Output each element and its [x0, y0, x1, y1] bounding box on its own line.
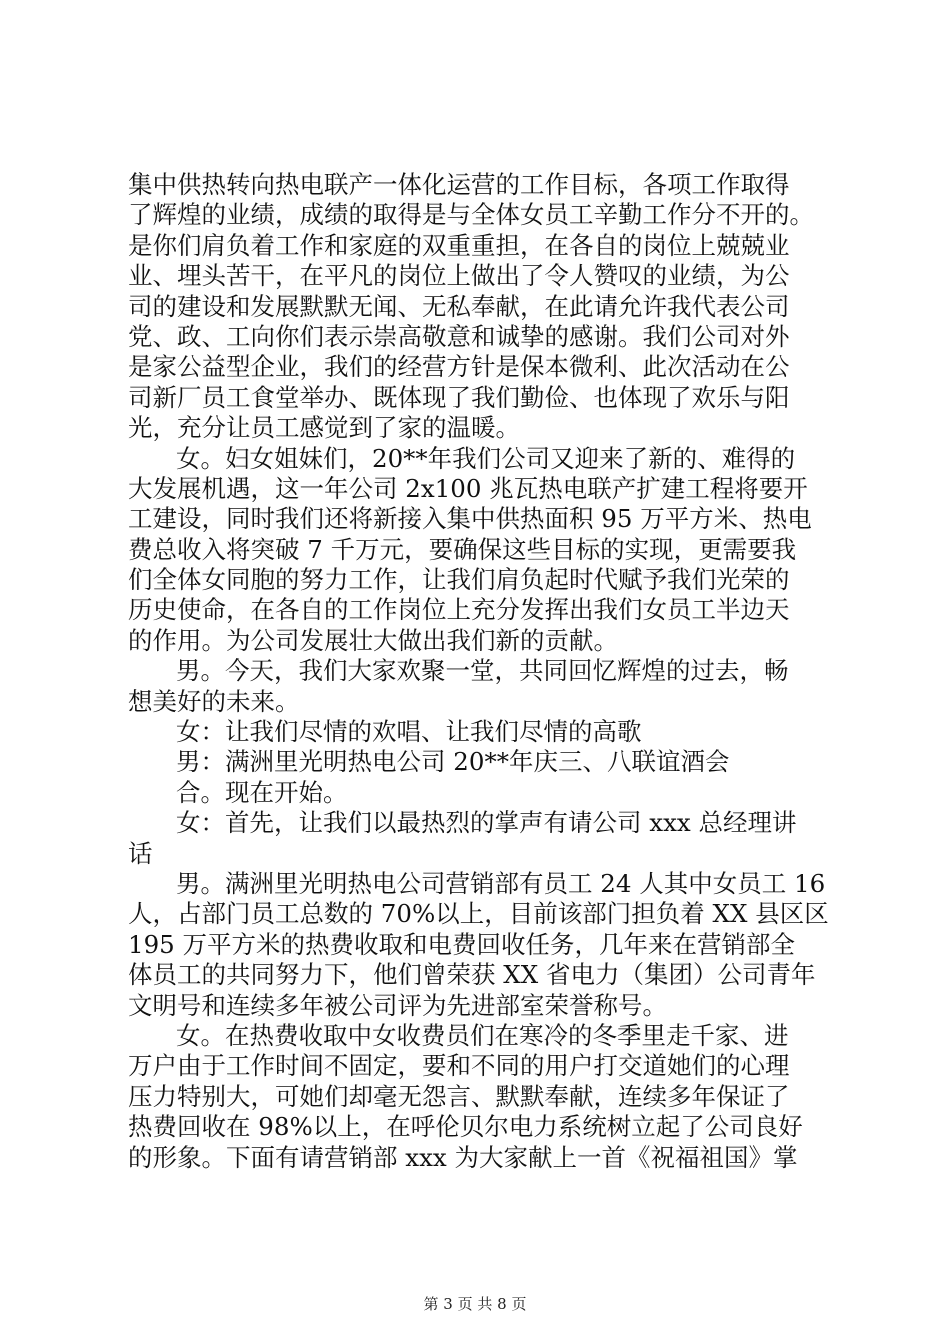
- text-line: [0, 292, 950, 322]
- line-text: 历史使命，在各自的工作岗位上充分发挥出我们女员工半边天: [128, 595, 790, 625]
- paragraph-first-line: [0, 869, 950, 899]
- line-text: 体员工的共同努力下，他们曾荣获 XX 省电力（集团）公司青年: [128, 960, 816, 990]
- line-text: 人，占部门员工总数的 70%以上，目前该部门担负着 XX 县区区: [128, 899, 829, 929]
- text-line: [0, 474, 950, 504]
- line-text: 党、政、工向你们表示崇高敬意和诚挚的感谢。我们公司对外: [128, 321, 790, 351]
- line-text: 女：首先，让我们以最热烈的掌声有请公司 xxx 总经理讲: [176, 808, 797, 838]
- line-text: 费总收入将突破 7 千万元，要确保这些目标的实现，更需要我: [128, 534, 797, 564]
- line-text: 女。妇女姐妹们，20**年我们公司又迎来了新的、难得的: [176, 443, 796, 473]
- line-text: 司新厂员工食堂举办、既体现了我们勤俭、也体现了欢乐与阳: [128, 382, 790, 412]
- line-text: 的形象。下面有请营销部 xxx 为大家献上一首《祝福祖国》掌: [128, 1142, 798, 1172]
- line-text: 了辉煌的业绩，成绩的取得是与全体女员工辛勤工作分不开的。: [128, 200, 814, 230]
- text-line: [0, 991, 950, 1021]
- text-line: [0, 960, 950, 990]
- paragraph-first-line: [0, 717, 950, 747]
- line-text: 工建设，同时我们还将新接入集中供热面积 95 万平方米、热电: [128, 504, 812, 534]
- text-line: [0, 1112, 950, 1142]
- text-line: [0, 352, 950, 382]
- line-text: 女：让我们尽情的欢唱、让我们尽情的高歌: [176, 717, 642, 747]
- line-text: 业、埋头苦干，在平凡的岗位上做出了令人赞叹的业绩，为公: [128, 261, 790, 291]
- line-text: 文明号和连续多年被公司评为先进部室荣誉称号。: [128, 990, 667, 1020]
- line-text: 合。现在开始。: [176, 777, 348, 807]
- text-line: [0, 1082, 950, 1112]
- line-text: 话: [128, 838, 153, 868]
- line-text: 女。在热费收取中女收费员们在寒冷的冬季里走千家、进: [176, 1020, 789, 1050]
- line-text: 集中供热转向热电联产一体化运营的工作目标，各项工作取得: [128, 170, 790, 199]
- text-line: [0, 200, 950, 230]
- paragraph-first-line: [0, 656, 950, 686]
- line-text: 想美好的未来。: [128, 686, 300, 716]
- text-line: [0, 170, 950, 200]
- text-line: [0, 687, 950, 717]
- paragraph-first-line: [0, 1021, 950, 1051]
- text-line: [0, 231, 950, 261]
- paragraph-first-line: [0, 778, 950, 808]
- line-text: 光，充分让员工感觉到了家的温暖。: [128, 413, 520, 443]
- text-line: [0, 1143, 950, 1173]
- text-line: [0, 899, 950, 929]
- text-line: [0, 535, 950, 565]
- line-text: 男：满洲里光明热电公司 20**年庆三、八联谊酒会: [176, 747, 730, 777]
- text-line: [0, 383, 950, 413]
- line-text: 大发展机遇，这一年公司 2x100 兆瓦热电联产扩建工程将要开: [128, 473, 808, 503]
- line-text: 压力特别大，可她们却毫无怨言、默默奉献，连续多年保证了: [128, 1081, 790, 1111]
- line-text: 是你们肩负着工作和家庭的双重重担，在各自的岗位上兢兢业: [128, 230, 790, 260]
- text-line: [0, 930, 950, 960]
- document-body: [0, 170, 950, 1173]
- line-text: 195 万平方米的热费收取和电费回收任务，几年来在营销部全: [128, 929, 796, 959]
- page-number: 第 3 页 共 8 页: [423, 1295, 527, 1313]
- text-line: [0, 839, 950, 869]
- line-text: 热费回收在 98%以上，在呼伦贝尔电力系统树立起了公司良好: [128, 1112, 803, 1142]
- line-text: 的作用。为公司发展壮大做出我们新的贡献。: [128, 625, 618, 655]
- text-line: [0, 626, 950, 656]
- paragraph-first-line: [0, 444, 950, 474]
- text-line: [0, 504, 950, 534]
- text-line: [0, 1051, 950, 1081]
- page-footer: [0, 1294, 950, 1314]
- paragraph-first-line: [0, 808, 950, 838]
- line-text: 男。满洲里光明热电公司营销部有员工 24 人其中女员工 16: [176, 868, 826, 898]
- paragraph-first-line: [0, 747, 950, 777]
- line-text: 是家公益型企业，我们的经营方针是保本微利、此次活动在公: [128, 352, 790, 382]
- text-line: [0, 595, 950, 625]
- text-line: [0, 565, 950, 595]
- text-line: [0, 413, 950, 443]
- line-text: 们全体女同胞的努力工作，让我们肩负起时代赋予我们光荣的: [128, 565, 790, 595]
- text-line: [0, 322, 950, 352]
- line-text: 男。今天，我们大家欢聚一堂，共同回忆辉煌的过去，畅: [176, 656, 789, 686]
- line-text: 万户由于工作时间不固定，要和不同的用户打交道她们的心理: [128, 1051, 790, 1081]
- line-text: 司的建设和发展默默无闻、无私奉献，在此请允许我代表公司: [128, 291, 790, 321]
- text-line: [0, 261, 950, 291]
